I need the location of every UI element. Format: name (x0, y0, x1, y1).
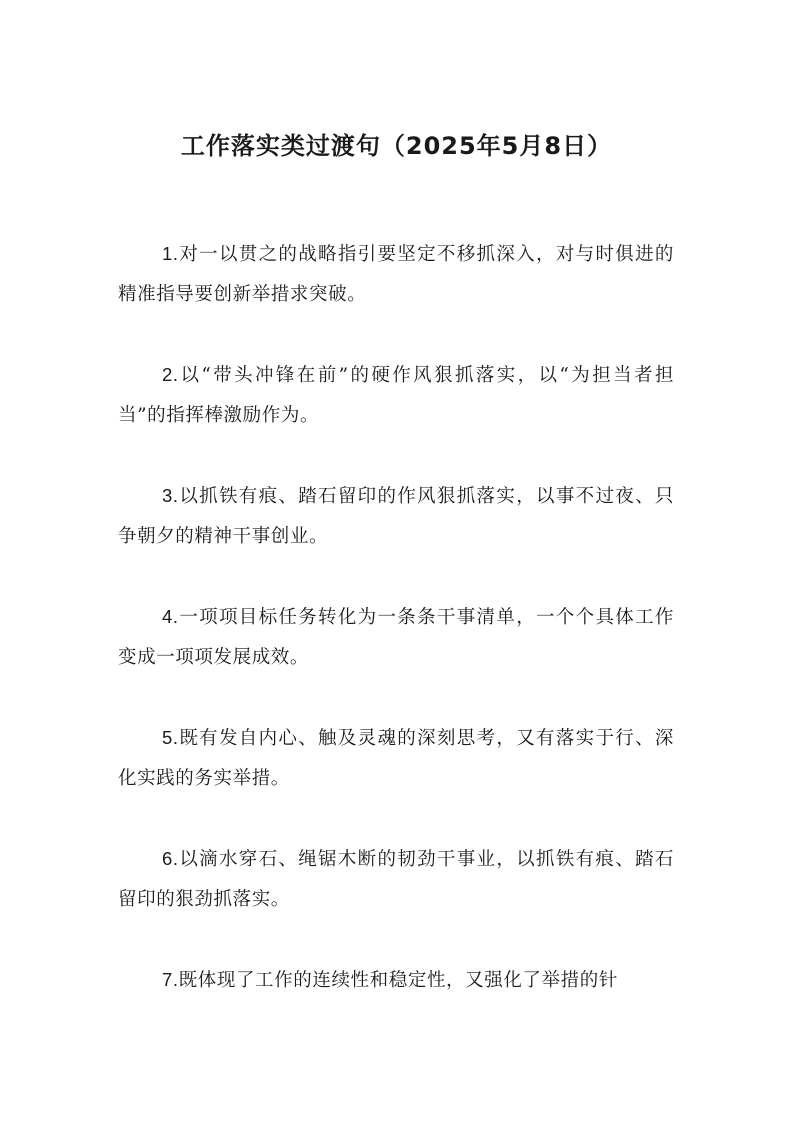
item-number: 7. (162, 969, 179, 990)
item-number: 5. (162, 727, 179, 748)
item-text: 一项项目标任务转化为一条条干事清单，一个个具体工作变成一项项发展成效。 (118, 607, 674, 668)
list-item (118, 355, 674, 436)
list-item (118, 718, 674, 799)
item-number: 1. (162, 243, 179, 264)
list-item (118, 234, 674, 315)
list-item (118, 839, 674, 920)
item-number: 2. (162, 364, 179, 385)
item-number: 6. (162, 848, 179, 869)
item-text: 以抓铁有痕、踏石留印的作风狠抓落实，以事不过夜、只争朝夕的精神干事创业。 (118, 486, 674, 547)
item-text: 以“带头冲锋在前”的硬作风狠抓落实，以“为担当者担当”的指挥棒激励作为。 (118, 365, 674, 426)
item-text: 以滴水穿石、绳锯木断的韧劲干事业，以抓铁有痕、踏石留印的狠劲抓落实。 (118, 849, 674, 910)
item-text: 对一以贯之的战略指引要坚定不移抓深入，对与时俱进的精准指导要创新举措求突破。 (118, 244, 674, 305)
list-item (118, 960, 674, 1001)
item-text: 既体现了工作的连续性和稳定性，又强化了举措的针 (178, 970, 618, 991)
item-number: 4. (162, 606, 179, 627)
list-item (118, 597, 674, 678)
item-text: 既有发自内心、触及灵魂的深刻思考，又有落实于行、深化实践的务实举措。 (118, 728, 674, 789)
document-title: 工作落实类过渡句（2025年5月8日） (180, 132, 613, 160)
document-body (118, 234, 674, 1041)
list-item (118, 476, 674, 557)
item-number: 3. (162, 485, 179, 506)
